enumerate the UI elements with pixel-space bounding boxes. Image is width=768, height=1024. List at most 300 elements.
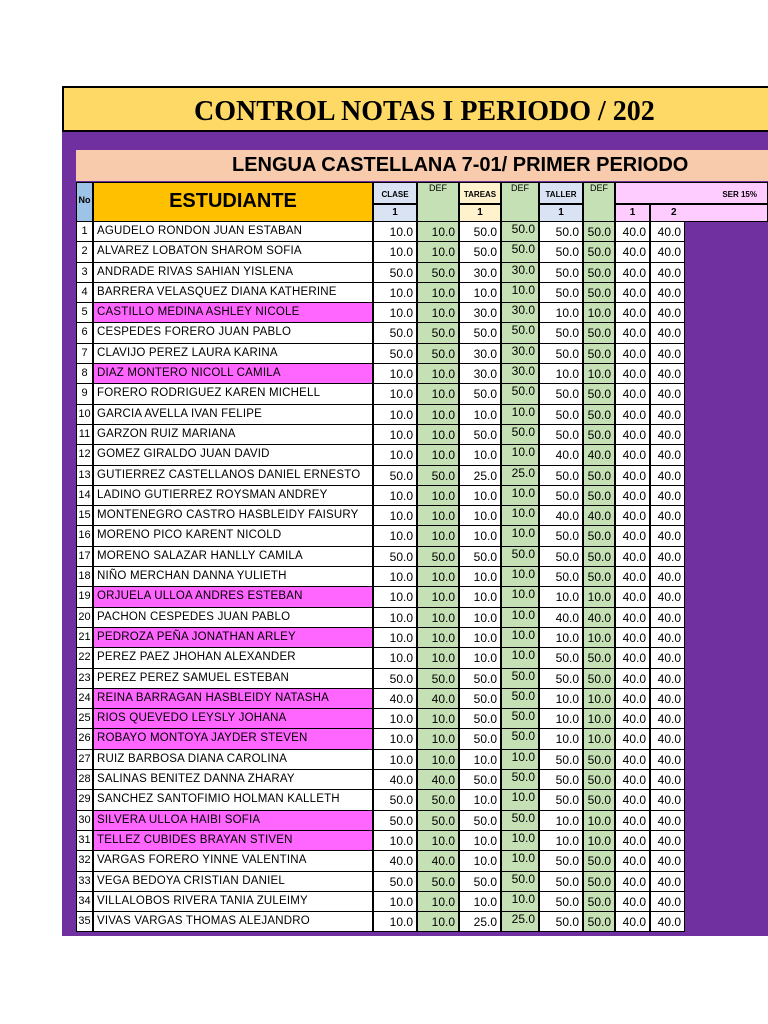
cell-tareas[interactable]: 10.0 [459, 648, 501, 668]
cell-name[interactable]: ORJUELA ULLOA ANDRES ESTEBAN [93, 587, 373, 607]
cell-def-clase[interactable]: 10.0 [417, 425, 459, 445]
cell-ser-2[interactable]: 40.0 [650, 283, 685, 303]
cell-def-clase[interactable]: 10.0 [417, 831, 459, 851]
cell-clase[interactable]: 10.0 [373, 628, 417, 648]
cell-no[interactable]: 13 [76, 466, 93, 486]
cell-ser-2[interactable]: 40.0 [650, 831, 685, 851]
cell-name[interactable]: MORENO PICO KARENT NICOLD [93, 526, 373, 546]
cell-taller[interactable]: 10.0 [539, 709, 583, 729]
cell-ser-1[interactable]: 40.0 [615, 466, 650, 486]
cell-taller[interactable]: 50.0 [539, 872, 583, 892]
header-no[interactable]: No [76, 182, 93, 222]
cell-def-tareas[interactable]: 10.0 [501, 790, 539, 810]
cell-def-tareas[interactable]: 10.0 [501, 851, 539, 871]
cell-def-clase[interactable]: 10.0 [417, 445, 459, 465]
cell-name[interactable]: ALVAREZ LOBATON SHAROM SOFIA [93, 242, 373, 262]
cell-def-clase[interactable]: 40.0 [417, 770, 459, 790]
cell-def-taller[interactable]: 50.0 [583, 750, 615, 770]
cell-tareas[interactable]: 10.0 [459, 851, 501, 871]
cell-def-taller[interactable]: 50.0 [583, 912, 615, 932]
cell-ser-2[interactable]: 40.0 [650, 405, 685, 425]
cell-ser-1[interactable]: 40.0 [615, 344, 650, 364]
cell-def-taller[interactable]: 10.0 [583, 811, 615, 831]
cell-ser-1[interactable]: 40.0 [615, 587, 650, 607]
cell-def-tareas[interactable]: 50.0 [501, 222, 539, 242]
cell-def-taller[interactable]: 50.0 [583, 526, 615, 546]
cell-def-clase[interactable]: 50.0 [417, 669, 459, 689]
cell-tareas[interactable]: 10.0 [459, 567, 501, 587]
cell-no[interactable]: 34 [76, 892, 93, 912]
cell-taller[interactable]: 50.0 [539, 405, 583, 425]
cell-tareas[interactable]: 30.0 [459, 344, 501, 364]
cell-no[interactable]: 19 [76, 587, 93, 607]
cell-name[interactable]: BARRERA VELASQUEZ DIANA KATHERINE [93, 283, 373, 303]
cell-taller[interactable]: 50.0 [539, 567, 583, 587]
cell-no[interactable]: 9 [76, 384, 93, 404]
cell-ser-1[interactable]: 40.0 [615, 790, 650, 810]
cell-no[interactable]: 1 [76, 222, 93, 242]
cell-def-tareas[interactable]: 50.0 [501, 384, 539, 404]
cell-ser-1[interactable]: 40.0 [615, 669, 650, 689]
cell-def-tareas[interactable]: 50.0 [501, 323, 539, 343]
cell-tareas[interactable]: 30.0 [459, 263, 501, 283]
cell-ser-2[interactable]: 40.0 [650, 506, 685, 526]
cell-clase[interactable]: 50.0 [373, 344, 417, 364]
cell-def-clase[interactable]: 10.0 [417, 628, 459, 648]
cell-def-clase[interactable]: 50.0 [417, 263, 459, 283]
cell-def-taller[interactable]: 10.0 [583, 709, 615, 729]
cell-def-tareas[interactable]: 10.0 [501, 628, 539, 648]
cell-ser-1[interactable]: 40.0 [615, 872, 650, 892]
cell-taller[interactable]: 10.0 [539, 811, 583, 831]
cell-ser-1[interactable]: 40.0 [615, 689, 650, 709]
cell-def-tareas[interactable]: 10.0 [501, 486, 539, 506]
cell-name[interactable]: VILLALOBOS RIVERA TANIA ZULEIMY [93, 892, 373, 912]
cell-taller[interactable]: 50.0 [539, 384, 583, 404]
cell-no[interactable]: 18 [76, 567, 93, 587]
cell-def-tareas[interactable]: 10.0 [501, 892, 539, 912]
cell-ser-1[interactable]: 40.0 [615, 526, 650, 546]
cell-clase[interactable]: 10.0 [373, 384, 417, 404]
cell-ser-2[interactable]: 40.0 [650, 364, 685, 384]
cell-clase[interactable]: 10.0 [373, 587, 417, 607]
cell-ser-2[interactable]: 40.0 [650, 790, 685, 810]
cell-tareas[interactable]: 50.0 [459, 222, 501, 242]
cell-clase[interactable]: 10.0 [373, 750, 417, 770]
cell-name[interactable]: TELLEZ CUBIDES BRAYAN STIVEN [93, 831, 373, 851]
cell-def-taller[interactable]: 50.0 [583, 323, 615, 343]
cell-name[interactable]: PEREZ PEREZ SAMUEL ESTEBAN [93, 669, 373, 689]
cell-def-clase[interactable]: 50.0 [417, 466, 459, 486]
cell-no[interactable]: 20 [76, 608, 93, 628]
cell-name[interactable]: MORENO SALAZAR HANLLY CAMILA [93, 547, 373, 567]
cell-def-clase[interactable]: 40.0 [417, 689, 459, 709]
cell-clase[interactable]: 10.0 [373, 608, 417, 628]
cell-def-clase[interactable]: 10.0 [417, 222, 459, 242]
cell-no[interactable]: 4 [76, 283, 93, 303]
cell-ser-2[interactable]: 40.0 [650, 648, 685, 668]
cell-def-tareas[interactable]: 50.0 [501, 709, 539, 729]
cell-taller[interactable]: 50.0 [539, 790, 583, 810]
cell-ser-1[interactable]: 40.0 [615, 364, 650, 384]
cell-clase[interactable]: 10.0 [373, 242, 417, 262]
cell-def-taller[interactable]: 40.0 [583, 445, 615, 465]
cell-def-tareas[interactable]: 50.0 [501, 689, 539, 709]
cell-clase[interactable]: 10.0 [373, 892, 417, 912]
cell-clase[interactable]: 10.0 [373, 222, 417, 242]
cell-ser-2[interactable]: 40.0 [650, 263, 685, 283]
cell-clase[interactable]: 10.0 [373, 831, 417, 851]
cell-name[interactable]: GARCIA AVELLA IVAN FELIPE [93, 405, 373, 425]
cell-def-tareas[interactable]: 25.0 [501, 466, 539, 486]
cell-ser-2[interactable]: 40.0 [650, 587, 685, 607]
cell-def-taller[interactable]: 50.0 [583, 790, 615, 810]
cell-def-clase[interactable]: 10.0 [417, 587, 459, 607]
header-ser-2[interactable]: 2 [650, 204, 768, 222]
cell-def-tareas[interactable]: 10.0 [501, 831, 539, 851]
cell-taller[interactable]: 50.0 [539, 547, 583, 567]
cell-name[interactable]: RIOS QUEVEDO LEYSLY JOHANA [93, 709, 373, 729]
cell-def-clase[interactable]: 10.0 [417, 242, 459, 262]
cell-ser-1[interactable]: 40.0 [615, 729, 650, 749]
cell-no[interactable]: 25 [76, 709, 93, 729]
cell-ser-2[interactable]: 40.0 [650, 851, 685, 871]
cell-ser-1[interactable]: 40.0 [615, 384, 650, 404]
cell-def-taller[interactable]: 50.0 [583, 283, 615, 303]
cell-def-tareas[interactable]: 10.0 [501, 608, 539, 628]
cell-taller[interactable]: 50.0 [539, 669, 583, 689]
cell-def-clase[interactable]: 10.0 [417, 405, 459, 425]
cell-name[interactable]: REINA BARRAGAN HASBLEIDY NATASHA [93, 689, 373, 709]
cell-taller[interactable]: 10.0 [539, 587, 583, 607]
cell-no[interactable]: 21 [76, 628, 93, 648]
cell-ser-2[interactable]: 40.0 [650, 912, 685, 932]
cell-no[interactable]: 30 [76, 811, 93, 831]
cell-ser-1[interactable]: 40.0 [615, 486, 650, 506]
cell-def-taller[interactable]: 10.0 [583, 364, 615, 384]
cell-ser-1[interactable]: 40.0 [615, 425, 650, 445]
cell-def-tareas[interactable]: 10.0 [501, 405, 539, 425]
cell-tareas[interactable]: 10.0 [459, 628, 501, 648]
cell-def-tareas[interactable]: 50.0 [501, 425, 539, 445]
cell-ser-2[interactable]: 40.0 [650, 303, 685, 323]
cell-def-clase[interactable]: 10.0 [417, 750, 459, 770]
cell-def-taller[interactable]: 40.0 [583, 608, 615, 628]
cell-def-taller[interactable]: 50.0 [583, 242, 615, 262]
cell-clase[interactable]: 40.0 [373, 689, 417, 709]
cell-clase[interactable]: 50.0 [373, 669, 417, 689]
cell-clase[interactable]: 50.0 [373, 466, 417, 486]
cell-taller[interactable]: 50.0 [539, 851, 583, 871]
cell-ser-1[interactable]: 40.0 [615, 242, 650, 262]
cell-def-taller[interactable]: 50.0 [583, 344, 615, 364]
cell-def-tareas[interactable]: 50.0 [501, 811, 539, 831]
cell-def-tareas[interactable]: 30.0 [501, 344, 539, 364]
cell-clase[interactable]: 10.0 [373, 425, 417, 445]
cell-def-taller[interactable]: 50.0 [583, 851, 615, 871]
cell-ser-1[interactable]: 40.0 [615, 445, 650, 465]
cell-no[interactable]: 33 [76, 872, 93, 892]
cell-ser-2[interactable]: 40.0 [650, 344, 685, 364]
cell-taller[interactable]: 50.0 [539, 283, 583, 303]
cell-tareas[interactable]: 10.0 [459, 283, 501, 303]
cell-def-tareas[interactable]: 10.0 [501, 445, 539, 465]
cell-ser-1[interactable]: 40.0 [615, 750, 650, 770]
header-def-taller[interactable]: DEF [583, 182, 615, 222]
header-ser-1[interactable]: 1 [615, 204, 650, 222]
cell-tareas[interactable]: 50.0 [459, 425, 501, 445]
cell-no[interactable]: 17 [76, 547, 93, 567]
cell-name[interactable]: AGUDELO RONDON JUAN ESTABAN [93, 222, 373, 242]
cell-def-tareas[interactable]: 10.0 [501, 648, 539, 668]
cell-ser-2[interactable]: 40.0 [650, 323, 685, 343]
cell-def-tareas[interactable]: 50.0 [501, 547, 539, 567]
cell-def-taller[interactable]: 50.0 [583, 263, 615, 283]
cell-name[interactable]: GARZON RUIZ MARIANA [93, 425, 373, 445]
cell-def-taller[interactable]: 10.0 [583, 729, 615, 749]
header-ser[interactable]: SER 15% [615, 182, 768, 204]
cell-def-taller[interactable]: 10.0 [583, 689, 615, 709]
header-def-tareas[interactable]: DEF [501, 182, 539, 222]
cell-no[interactable]: 6 [76, 323, 93, 343]
header-tareas[interactable]: TAREAS [459, 182, 501, 204]
cell-no[interactable]: 12 [76, 445, 93, 465]
cell-taller[interactable]: 40.0 [539, 608, 583, 628]
cell-tareas[interactable]: 10.0 [459, 750, 501, 770]
cell-clase[interactable]: 10.0 [373, 283, 417, 303]
cell-clase[interactable]: 10.0 [373, 445, 417, 465]
cell-tareas[interactable]: 10.0 [459, 486, 501, 506]
cell-no[interactable]: 23 [76, 669, 93, 689]
cell-ser-1[interactable]: 40.0 [615, 263, 650, 283]
cell-ser-2[interactable]: 40.0 [650, 466, 685, 486]
cell-def-clase[interactable]: 10.0 [417, 567, 459, 587]
cell-tareas[interactable]: 10.0 [459, 892, 501, 912]
cell-ser-1[interactable]: 40.0 [615, 405, 650, 425]
cell-tareas[interactable]: 10.0 [459, 506, 501, 526]
cell-ser-2[interactable]: 40.0 [650, 892, 685, 912]
cell-def-tareas[interactable]: 10.0 [501, 283, 539, 303]
cell-clase[interactable]: 50.0 [373, 263, 417, 283]
cell-tareas[interactable]: 10.0 [459, 608, 501, 628]
cell-clase[interactable]: 10.0 [373, 729, 417, 749]
cell-no[interactable]: 15 [76, 506, 93, 526]
cell-tareas[interactable]: 50.0 [459, 669, 501, 689]
cell-def-taller[interactable]: 50.0 [583, 547, 615, 567]
cell-def-tareas[interactable]: 50.0 [501, 872, 539, 892]
cell-ser-2[interactable]: 40.0 [650, 872, 685, 892]
cell-no[interactable]: 16 [76, 526, 93, 546]
cell-def-tareas[interactable]: 10.0 [501, 526, 539, 546]
cell-ser-2[interactable]: 40.0 [650, 729, 685, 749]
cell-no[interactable]: 31 [76, 831, 93, 851]
cell-tareas[interactable]: 50.0 [459, 547, 501, 567]
cell-clase[interactable]: 50.0 [373, 323, 417, 343]
cell-tareas[interactable]: 10.0 [459, 790, 501, 810]
cell-def-clase[interactable]: 50.0 [417, 323, 459, 343]
cell-name[interactable]: RUIZ BARBOSA DIANA CAROLINA [93, 750, 373, 770]
cell-def-clase[interactable]: 10.0 [417, 506, 459, 526]
cell-def-tareas[interactable]: 25.0 [501, 912, 539, 932]
cell-ser-2[interactable]: 40.0 [650, 567, 685, 587]
cell-taller[interactable]: 50.0 [539, 892, 583, 912]
cell-ser-2[interactable]: 40.0 [650, 608, 685, 628]
cell-def-tareas[interactable]: 30.0 [501, 303, 539, 323]
cell-taller[interactable]: 10.0 [539, 303, 583, 323]
cell-ser-2[interactable]: 40.0 [650, 425, 685, 445]
cell-clase[interactable]: 10.0 [373, 506, 417, 526]
cell-name[interactable]: LADINO GUTIERREZ ROYSMAN ANDREY [93, 486, 373, 506]
cell-tareas[interactable]: 30.0 [459, 364, 501, 384]
cell-def-taller[interactable]: 50.0 [583, 770, 615, 790]
cell-def-tareas[interactable]: 50.0 [501, 729, 539, 749]
cell-ser-1[interactable]: 40.0 [615, 608, 650, 628]
cell-name[interactable]: SANCHEZ SANTOFIMIO HOLMAN KALLETH [93, 790, 373, 810]
cell-clase[interactable]: 10.0 [373, 364, 417, 384]
cell-name[interactable]: PEREZ PAEZ JHOHAN ALEXANDER [93, 648, 373, 668]
cell-def-taller[interactable]: 50.0 [583, 872, 615, 892]
cell-def-taller[interactable]: 50.0 [583, 669, 615, 689]
cell-ser-2[interactable]: 40.0 [650, 669, 685, 689]
cell-tareas[interactable]: 50.0 [459, 872, 501, 892]
cell-def-taller[interactable]: 50.0 [583, 405, 615, 425]
cell-no[interactable]: 24 [76, 689, 93, 709]
cell-def-clase[interactable]: 10.0 [417, 912, 459, 932]
cell-ser-1[interactable]: 40.0 [615, 770, 650, 790]
cell-def-tareas[interactable]: 10.0 [501, 587, 539, 607]
cell-ser-2[interactable]: 40.0 [650, 222, 685, 242]
cell-def-taller[interactable]: 50.0 [583, 892, 615, 912]
cell-taller[interactable]: 10.0 [539, 628, 583, 648]
cell-taller[interactable]: 50.0 [539, 912, 583, 932]
cell-name[interactable]: NIÑO MERCHAN DANNA YULIETH [93, 567, 373, 587]
cell-ser-1[interactable]: 40.0 [615, 709, 650, 729]
cell-def-tareas[interactable]: 30.0 [501, 364, 539, 384]
cell-name[interactable]: SALINAS BENITEZ DANNA ZHARAY [93, 770, 373, 790]
cell-ser-1[interactable]: 40.0 [615, 811, 650, 831]
cell-name[interactable]: ROBAYO MONTOYA JAYDER STEVEN [93, 729, 373, 749]
cell-no[interactable]: 10 [76, 405, 93, 425]
cell-taller[interactable]: 50.0 [539, 526, 583, 546]
cell-def-taller[interactable]: 40.0 [583, 506, 615, 526]
cell-ser-1[interactable]: 40.0 [615, 303, 650, 323]
cell-def-clase[interactable]: 10.0 [417, 709, 459, 729]
cell-ser-2[interactable]: 40.0 [650, 770, 685, 790]
cell-clase[interactable]: 10.0 [373, 486, 417, 506]
cell-def-clase[interactable]: 50.0 [417, 811, 459, 831]
cell-def-clase[interactable]: 50.0 [417, 872, 459, 892]
cell-def-tareas[interactable]: 30.0 [501, 263, 539, 283]
cell-tareas[interactable]: 50.0 [459, 384, 501, 404]
cell-taller[interactable]: 40.0 [539, 445, 583, 465]
cell-clase[interactable]: 40.0 [373, 770, 417, 790]
cell-ser-2[interactable]: 40.0 [650, 689, 685, 709]
cell-def-taller[interactable]: 50.0 [583, 648, 615, 668]
cell-clase[interactable]: 50.0 [373, 547, 417, 567]
cell-ser-2[interactable]: 40.0 [650, 384, 685, 404]
cell-taller[interactable]: 10.0 [539, 364, 583, 384]
cell-def-clase[interactable]: 10.0 [417, 384, 459, 404]
cell-no[interactable]: 29 [76, 790, 93, 810]
cell-clase[interactable]: 10.0 [373, 526, 417, 546]
cell-clase[interactable]: 10.0 [373, 648, 417, 668]
cell-clase[interactable]: 50.0 [373, 872, 417, 892]
cell-taller[interactable]: 50.0 [539, 425, 583, 445]
cell-tareas[interactable]: 30.0 [459, 303, 501, 323]
cell-name[interactable]: GOMEZ GIRALDO JUAN DAVID [93, 445, 373, 465]
cell-def-clase[interactable]: 50.0 [417, 547, 459, 567]
cell-name[interactable]: VIVAS VARGAS THOMAS ALEJANDRO [93, 912, 373, 932]
header-taller[interactable]: TALLER [539, 182, 583, 204]
header-student[interactable]: ESTUDIANTE [93, 182, 373, 222]
cell-def-clase[interactable]: 10.0 [417, 892, 459, 912]
cell-taller[interactable]: 50.0 [539, 222, 583, 242]
cell-ser-2[interactable]: 40.0 [650, 526, 685, 546]
cell-ser-1[interactable]: 40.0 [615, 547, 650, 567]
cell-def-taller[interactable]: 10.0 [583, 831, 615, 851]
cell-def-clase[interactable]: 10.0 [417, 486, 459, 506]
cell-taller[interactable]: 40.0 [539, 506, 583, 526]
cell-no[interactable]: 8 [76, 364, 93, 384]
header-taller-number[interactable]: 1 [539, 204, 583, 222]
cell-clase[interactable]: 10.0 [373, 912, 417, 932]
cell-ser-1[interactable]: 40.0 [615, 831, 650, 851]
cell-def-taller[interactable]: 50.0 [583, 466, 615, 486]
cell-def-clase[interactable]: 50.0 [417, 790, 459, 810]
cell-def-taller[interactable]: 50.0 [583, 222, 615, 242]
cell-name[interactable]: FORERO RODRIGUEZ KAREN MICHELL [93, 384, 373, 404]
cell-taller[interactable]: 50.0 [539, 344, 583, 364]
cell-def-tareas[interactable]: 50.0 [501, 669, 539, 689]
cell-no[interactable]: 35 [76, 912, 93, 932]
cell-ser-1[interactable]: 40.0 [615, 323, 650, 343]
cell-tareas[interactable]: 50.0 [459, 709, 501, 729]
cell-tareas[interactable]: 50.0 [459, 689, 501, 709]
cell-no[interactable]: 14 [76, 486, 93, 506]
cell-name[interactable]: CLAVIJO PEREZ LAURA KARINA [93, 344, 373, 364]
cell-no[interactable]: 2 [76, 242, 93, 262]
header-tareas-number[interactable]: 1 [459, 204, 501, 222]
cell-clase[interactable]: 10.0 [373, 567, 417, 587]
cell-ser-1[interactable]: 40.0 [615, 222, 650, 242]
cell-def-tareas[interactable]: 10.0 [501, 506, 539, 526]
cell-taller[interactable]: 10.0 [539, 831, 583, 851]
cell-taller[interactable]: 10.0 [539, 729, 583, 749]
cell-ser-2[interactable]: 40.0 [650, 811, 685, 831]
cell-def-clase[interactable]: 10.0 [417, 303, 459, 323]
cell-def-tareas[interactable]: 50.0 [501, 770, 539, 790]
cell-ser-1[interactable]: 40.0 [615, 912, 650, 932]
cell-tareas[interactable]: 25.0 [459, 912, 501, 932]
cell-no[interactable]: 28 [76, 770, 93, 790]
cell-def-clase[interactable]: 40.0 [417, 851, 459, 871]
cell-no[interactable]: 3 [76, 263, 93, 283]
cell-taller[interactable]: 50.0 [539, 323, 583, 343]
cell-def-taller[interactable]: 10.0 [583, 587, 615, 607]
cell-taller[interactable]: 50.0 [539, 466, 583, 486]
cell-ser-1[interactable]: 40.0 [615, 851, 650, 871]
cell-no[interactable]: 11 [76, 425, 93, 445]
cell-name[interactable]: SILVERA ULLOA HAIBI SOFIA [93, 811, 373, 831]
cell-no[interactable]: 5 [76, 303, 93, 323]
cell-clase[interactable]: 10.0 [373, 303, 417, 323]
cell-no[interactable]: 32 [76, 851, 93, 871]
cell-def-clase[interactable]: 10.0 [417, 283, 459, 303]
cell-taller[interactable]: 50.0 [539, 263, 583, 283]
cell-def-clase[interactable]: 10.0 [417, 608, 459, 628]
cell-def-clase[interactable]: 10.0 [417, 729, 459, 749]
cell-taller[interactable]: 50.0 [539, 486, 583, 506]
